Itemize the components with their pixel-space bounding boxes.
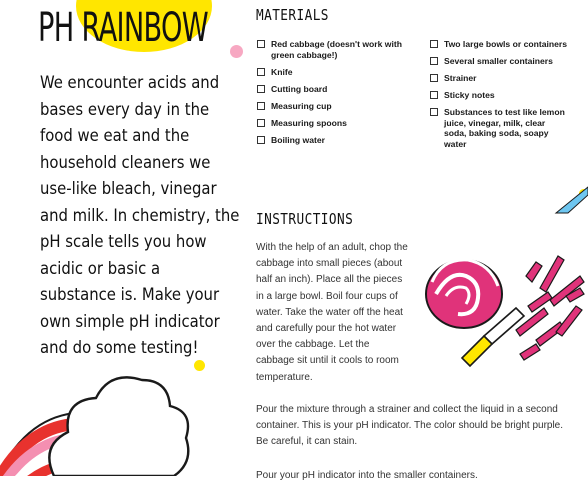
instruction-paragraph-1: With the help of an adult, chop the cabbage into small pieces (about half an inch). Place all the pieces in a large bowl. Boil four cups of water. Take the water off the heat and carefully pour the hot water over the cabbage. Let the cabbage sit until it cools to room temperature.	[256, 242, 408, 383]
material-item[interactable]	[430, 90, 570, 101]
page-title: PH RAINBOW	[38, 5, 208, 51]
material-item[interactable]	[257, 84, 417, 95]
material-label: Measuring cup	[271, 100, 332, 111]
materials-list-column-1	[257, 39, 417, 152]
materials-list-column-2	[430, 39, 570, 156]
checkbox-icon[interactable]	[257, 85, 265, 93]
material-label: Strainer	[444, 72, 477, 83]
checkbox-icon[interactable]	[430, 108, 438, 116]
checkbox-icon[interactable]	[257, 68, 265, 76]
checkbox-icon[interactable]	[430, 40, 438, 48]
checkbox-icon[interactable]	[430, 91, 438, 99]
material-item[interactable]	[257, 67, 417, 78]
material-item[interactable]	[257, 135, 417, 146]
material-label: Cutting board	[271, 83, 328, 94]
pink-dot	[230, 45, 243, 58]
checkbox-icon[interactable]	[257, 136, 265, 144]
material-label: Knife	[271, 66, 293, 77]
materials-heading: MATERIALS	[256, 6, 329, 24]
checkbox-icon[interactable]	[257, 40, 265, 48]
intro-text: We encounter acids and bases every day in the food we eat and the household cleaners we use-like bleach, vinegar and milk. In chemistry, the pH scale tells you how acidic or basic a substance is. Make your own simple pH indicator and do some testing!	[40, 73, 240, 357]
material-item[interactable]	[430, 39, 570, 50]
material-item[interactable]	[257, 39, 417, 60]
material-label: Sticky notes	[444, 89, 495, 100]
material-label: Red cabbage (doesn't work with green cabbage!)	[271, 39, 402, 60]
cabbage-illustration	[420, 236, 588, 368]
material-label: Several smaller containers	[444, 55, 553, 66]
instruction-paragraph-2: Pour the mixture through a strainer and collect the liquid in a second container. This is your pH indicator. The color should be bright purple. Be careful, it can stain.	[256, 404, 564, 448]
checkbox-icon[interactable]	[430, 57, 438, 65]
instructions-heading: INSTRUCTIONS	[256, 210, 354, 228]
material-item[interactable]	[257, 101, 417, 112]
material-item[interactable]	[257, 118, 417, 129]
cloud-illustration	[34, 366, 194, 476]
material-item[interactable]	[430, 56, 570, 67]
material-label: Substances to test like lemon juice, vinegar, milk, clear soda, baking soda, soapy water	[444, 106, 565, 149]
instruction-paragraph-3: Pour your pH indicator into the smaller containers.	[256, 470, 478, 481]
blue-shard-icon	[550, 185, 588, 215]
checkbox-icon[interactable]	[430, 74, 438, 82]
material-item[interactable]	[430, 107, 570, 149]
checkbox-icon[interactable]	[257, 102, 265, 110]
material-item[interactable]	[430, 73, 570, 84]
checkbox-icon[interactable]	[257, 119, 265, 127]
yellow-dot	[194, 360, 205, 371]
material-label: Measuring spoons	[271, 117, 347, 128]
material-label: Two large bowls or containers	[444, 39, 568, 49]
material-label: Boiling water	[271, 134, 325, 145]
